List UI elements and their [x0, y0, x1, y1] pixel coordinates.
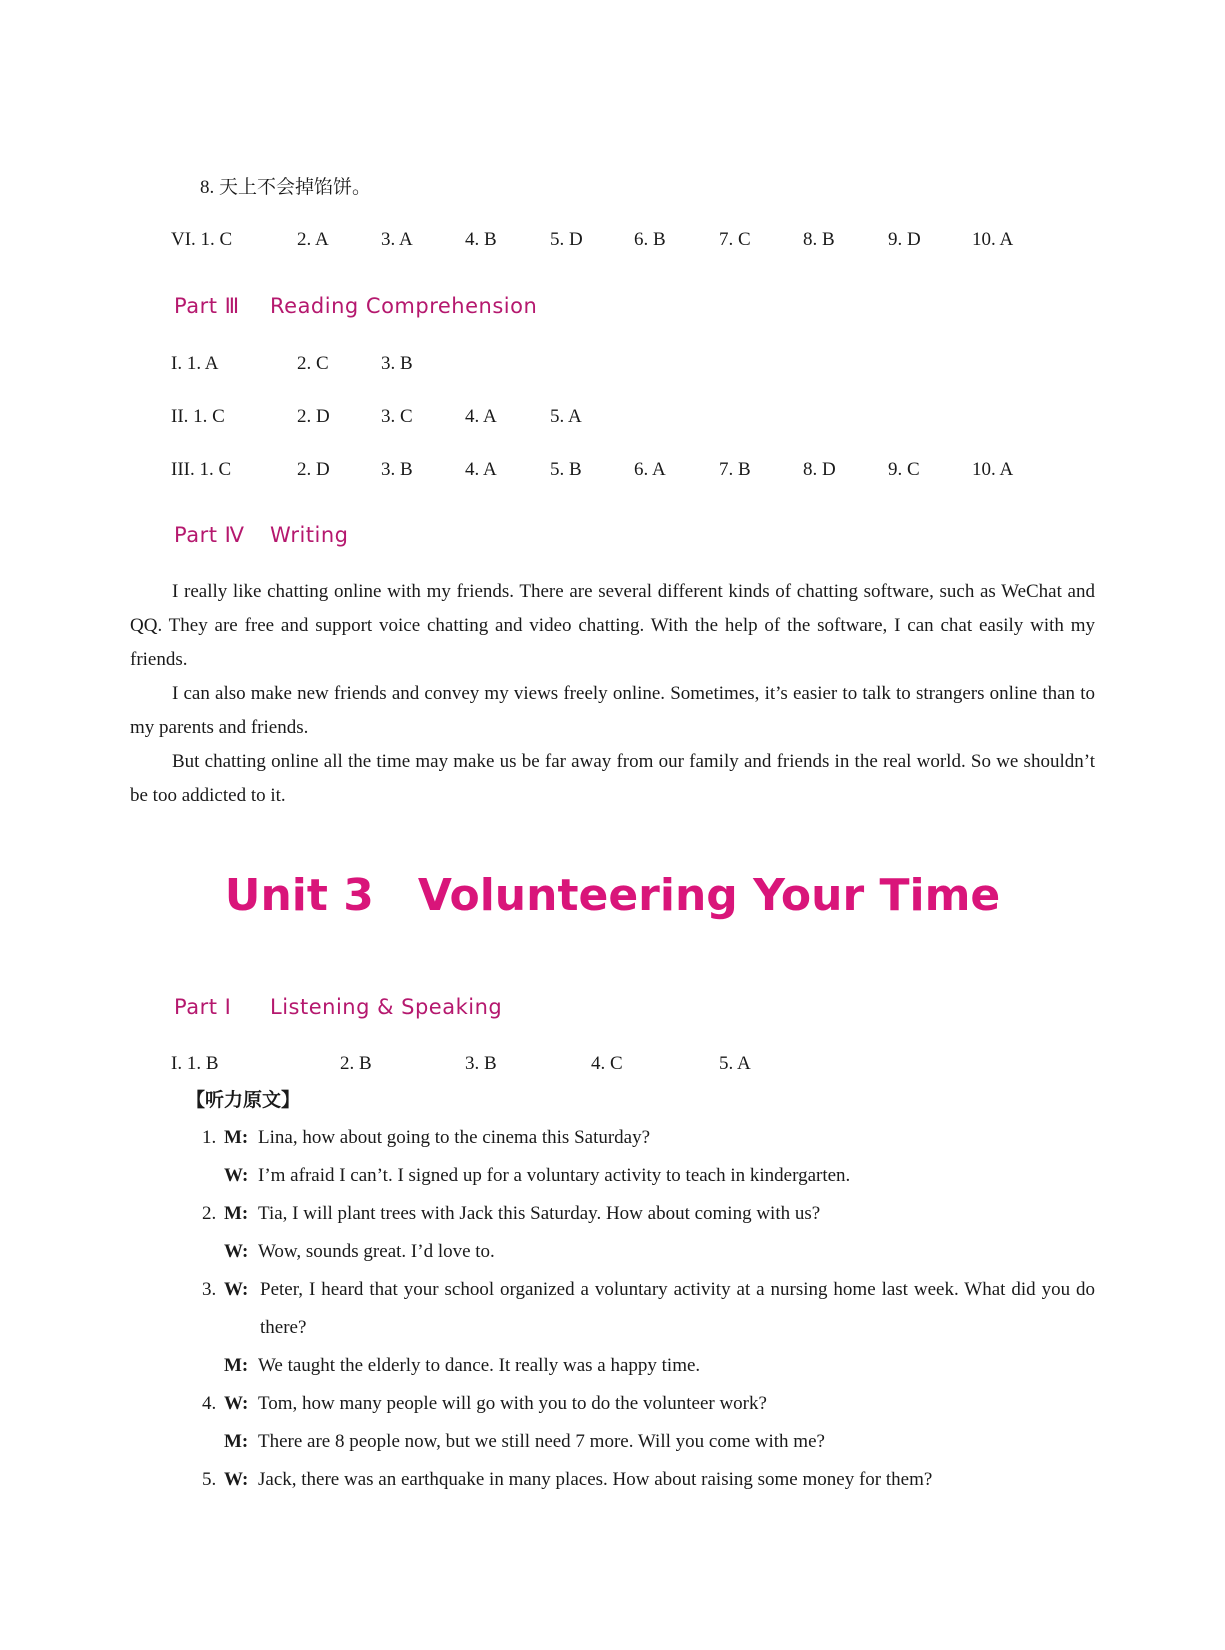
- answer-item: 2. A: [297, 229, 329, 250]
- part-title: Writing: [270, 523, 349, 547]
- unit-name: Volunteering Your Time: [417, 870, 1001, 921]
- answer-item: 2. D: [297, 406, 330, 427]
- answer-item: 4. B: [465, 229, 497, 250]
- part-label: Part Ⅰ: [174, 995, 232, 1019]
- answer-item: 9. C: [888, 459, 920, 480]
- answer-item: 3. B: [381, 353, 413, 374]
- answer-item: 3. A: [381, 229, 413, 250]
- answer-item: 4. C: [591, 1053, 623, 1074]
- part-title: Listening & Speaking: [270, 995, 503, 1019]
- unit-number: Unit 3: [224, 870, 374, 921]
- answer-item: VI. 1. C: [171, 229, 233, 250]
- part-4-heading: [174, 522, 349, 548]
- part-3-heading: [174, 293, 537, 319]
- answer-item: 2. D: [297, 459, 330, 480]
- part-title: Reading Comprehension: [270, 294, 538, 318]
- answer-item: I. 1. B: [171, 1053, 219, 1074]
- answer-item: 8. B: [803, 229, 835, 250]
- writing-paragraph: But chatting online all the time may make us be far away from our family and friends in the real world. So we shouldn’t be too addicted to it.: [130, 751, 1095, 806]
- answer-item: 10. A: [972, 459, 1014, 480]
- answer-item: 10. A: [972, 229, 1014, 250]
- answer-item: 5. A: [550, 406, 582, 427]
- dialogue-text-wrapped: Peter, I heard that your school organized a voluntary activity at a nursing home last week. What did you do there?: [260, 1279, 1095, 1338]
- answer-item: 2. B: [340, 1053, 372, 1074]
- answer-item: 5. D: [550, 229, 583, 250]
- answer-item: 9. D: [888, 229, 921, 250]
- answer-item: 7. B: [719, 459, 751, 480]
- writing-paragraph: I can also make new friends and convey my views freely online. Sometimes, it’s easier to talk to strangers online than to my parents and friends.: [130, 683, 1095, 738]
- answer-item: 5. A: [719, 1053, 751, 1074]
- answer-item: 8. D: [803, 459, 836, 480]
- answer-item: 4. A: [465, 459, 497, 480]
- answer-item: 2. C: [297, 353, 329, 374]
- answer-item: 3. B: [465, 1053, 497, 1074]
- part-label: Part Ⅳ: [174, 523, 245, 547]
- answer-item: 6. A: [634, 459, 666, 480]
- part-label: Part Ⅲ: [174, 294, 240, 318]
- answer-item: 4. A: [465, 406, 497, 427]
- answer-line-8: 8. 天上不会掉馅饼。: [200, 177, 372, 198]
- answer-item: II. 1. C: [171, 406, 225, 427]
- answer-item: 3. B: [381, 459, 413, 480]
- answer-item: 6. B: [634, 229, 666, 250]
- writing-passage: [130, 575, 1095, 813]
- writing-paragraph: I really like chatting online with my friends. There are several different kinds of chatting software, such as WeChat and QQ. They are free and support voice chatting and video chatting. With the help of the software, I can chat easily with my friends.: [130, 581, 1095, 670]
- answer-item: 7. C: [719, 229, 751, 250]
- answer-item: 3. C: [381, 406, 413, 427]
- answer-item: I. 1. A: [171, 353, 219, 374]
- unit-title: [0, 868, 1225, 924]
- answer-item: III. 1. C: [171, 459, 232, 480]
- listening-script-title: 【听力原文】: [186, 1089, 301, 1111]
- part-1-heading: [174, 994, 502, 1020]
- answer-item: 5. B: [550, 459, 582, 480]
